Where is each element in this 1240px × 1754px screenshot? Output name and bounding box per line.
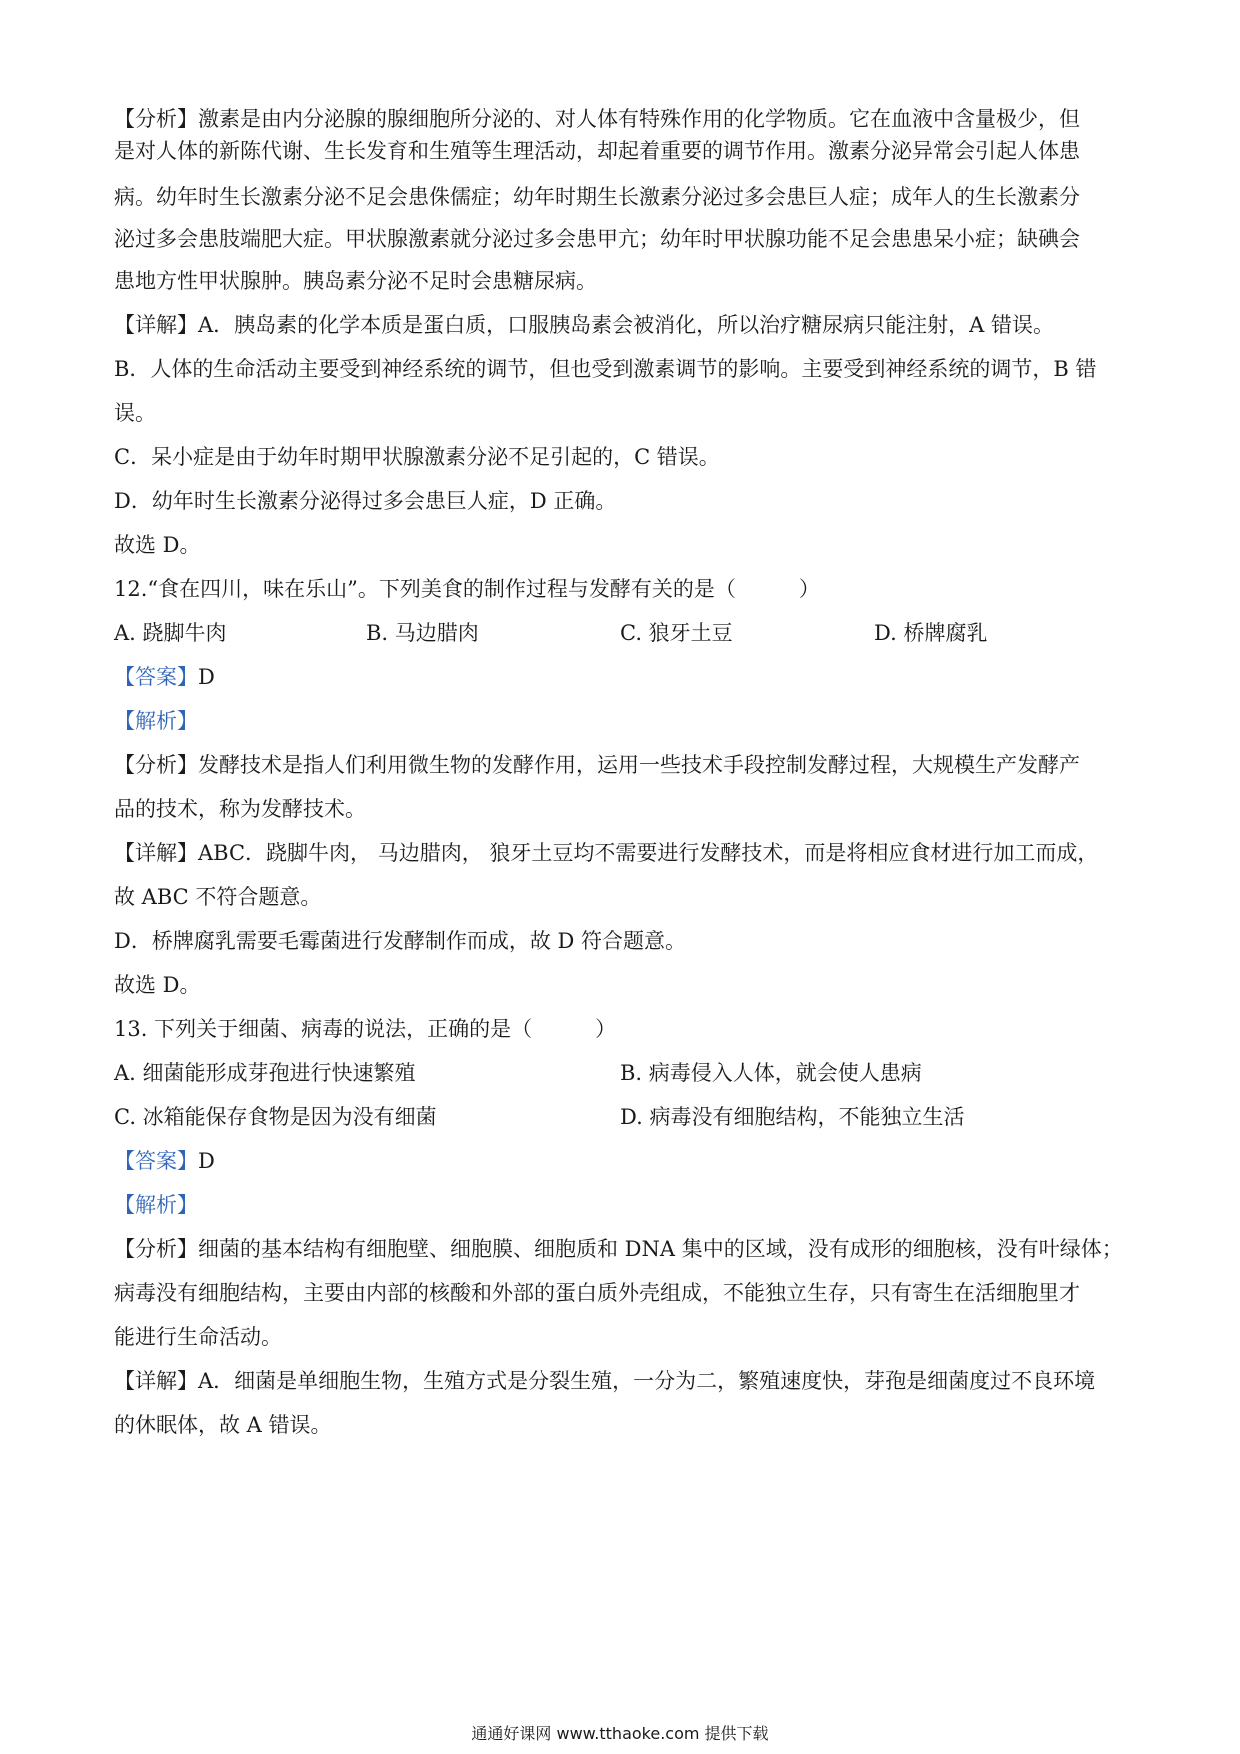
analysis-line: 能进行生命活动。 — [114, 1325, 282, 1349]
detail-tag: 【详解】 — [114, 1369, 198, 1393]
detail-line: D．桥牌腐乳需要毛霉菌进行发酵制作而成，故 D 符合题意。 — [114, 929, 687, 953]
question-13-stem: 13. 下列关于细菌、病毒的说法，正确的是（ ） — [114, 1017, 617, 1041]
analysis-tag: 【分析】 — [114, 753, 198, 777]
answer-tag: 【答案】 — [114, 665, 198, 689]
analysis-tag: 【分析】 — [114, 107, 198, 131]
analysis-line: 泌过多会患肢端肥大症。甲状腺激素就分泌过多会患甲亢；幼年时甲状腺功能不足会患患呆小症；缺碘会 — [114, 227, 1080, 251]
detail-line: 故 ABC 不符合题意。 — [114, 885, 322, 909]
detail-line: 【详解】A．胰岛素的化学本质是蛋白质，口服胰岛素会被消化，所以治疗糖尿病只能注射，A 错误。 — [114, 313, 1055, 337]
detail-line: 的休眠体，故 A 错误。 — [114, 1413, 332, 1437]
q13-option-d: D. 病毒没有细胞结构，不能独立生活 — [620, 1105, 965, 1129]
detail-line: 误。 — [114, 401, 156, 425]
detail-line: D．幼年时生长激素分泌得过多会患巨人症，D 正确。 — [114, 489, 617, 513]
q13-option-b: B. 病毒侵入人体，就会使人患病 — [620, 1061, 922, 1085]
q13-answer: 【答案】D — [114, 1149, 215, 1173]
detail-line: 【详解】A．细菌是单细胞生物，生殖方式是分裂生殖，一分为二，繁殖速度快，芽孢是细菌度过不良环境 — [114, 1369, 1096, 1393]
conclusion-line: 故选 D。 — [114, 973, 201, 997]
q13-option-c: C. 冰箱能保存食物是因为没有细菌 — [114, 1105, 437, 1129]
detail-line: 【详解】ABC．跷脚牛肉， 马边腊肉， 狼牙土豆均不需要进行发酵技术，而是将相应食材进行加工而成， — [114, 841, 1099, 865]
analysis-tag: 【分析】 — [114, 1237, 198, 1261]
analysis-line: 【分析】激素是由内分泌腺的腺细胞所分泌的、对人体有特殊作用的化学物质。它在血液中含量极少，但 — [114, 107, 1080, 131]
q12-jiexi-tag: 【解析】 — [114, 709, 198, 733]
analysis-line: 病。幼年时生长激素分泌不足会患侏儒症；幼年时期生长激素分泌过多会患巨人症；成年人的生长激素分 — [114, 185, 1080, 209]
detail-tag: 【详解】 — [114, 841, 198, 865]
detail-line: B．人体的生命活动主要受到神经系统的调节，但也受到激素调节的影响。主要受到神经系统的调节，B 错 — [114, 357, 1097, 381]
q13-jiexi-tag: 【解析】 — [114, 1193, 198, 1217]
detail-tag: 【详解】 — [114, 313, 198, 337]
q12-option-d: D. 桥牌腐乳 — [874, 621, 988, 645]
q12-option-b: B. 马边腊肉 — [366, 621, 479, 645]
analysis-line: 患地方性甲状腺肿。胰岛素分泌不足时会患糖尿病。 — [114, 269, 597, 293]
q12-option-a: A. 跷脚牛肉 — [114, 621, 227, 645]
analysis-line: 【分析】细菌的基本结构有细胞壁、细胞膜、细胞质和 DNA 集中的区域，没有成形的细胞核，没有叶绿体； — [114, 1237, 1123, 1261]
conclusion-line: 故选 D。 — [114, 533, 201, 557]
q12-option-c: C. 狼牙土豆 — [620, 621, 733, 645]
answer-tag: 【答案】 — [114, 1149, 198, 1173]
page-footer: 通通好课网 www.tthaoke.com 提供下载 — [471, 1724, 769, 1743]
q12-answer: 【答案】D — [114, 665, 215, 689]
q13-option-a: A. 细菌能形成芽孢进行快速繁殖 — [114, 1061, 416, 1085]
analysis-line: 是对人体的新陈代谢、生长发育和生殖等生理活动，却起着重要的调节作用。激素分泌异常会引起人体患 — [114, 139, 1080, 163]
question-12-stem: 12.“食在四川，味在乐山”。下列美食的制作过程与发酵有关的是（ ） — [114, 577, 820, 601]
analysis-line: 【分析】发酵技术是指人们利用微生物的发酵作用，运用一些技术手段控制发酵过程，大规模生产发酵产 — [114, 753, 1080, 777]
analysis-line: 病毒没有细胞结构，主要由内部的核酸和外部的蛋白质外壳组成，不能独立生存，只有寄生在活细胞里才 — [114, 1281, 1080, 1305]
analysis-line: 品的技术，称为发酵技术。 — [114, 797, 366, 821]
detail-line: C．呆小症是由于幼年时期甲状腺激素分泌不足引起的，C 错误。 — [114, 445, 720, 469]
